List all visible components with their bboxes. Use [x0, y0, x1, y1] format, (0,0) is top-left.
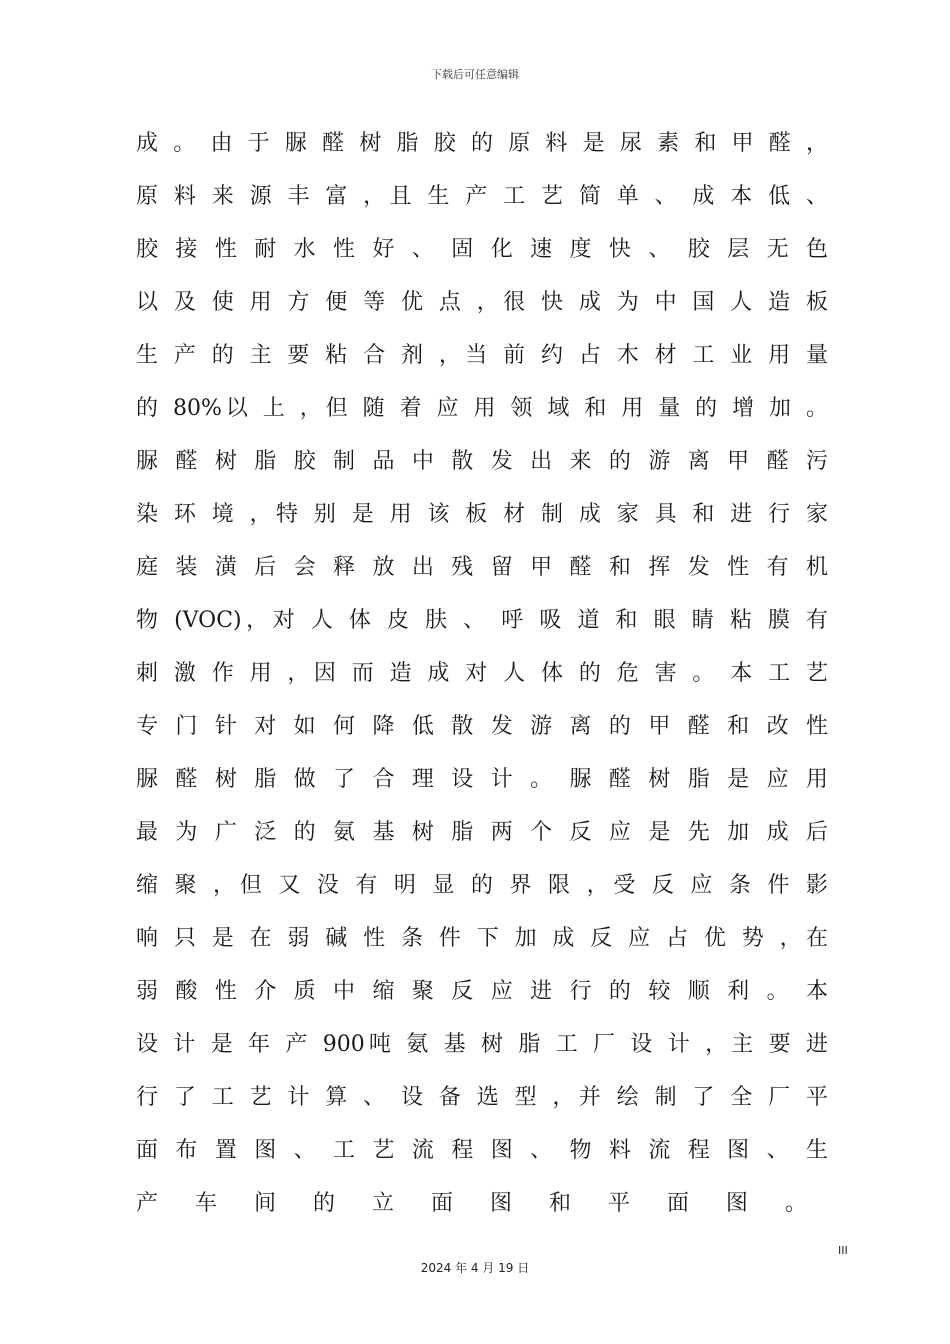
text-line: 庭 装 潢 后 会 释 放 出 残 留 甲 醛 和 挥 发 性 有 机 [136, 555, 828, 580]
text-line: 响 只 是 在 弱 碱 性 条 件 下 加 成 反 应 占 优 势 ，在 [136, 926, 828, 951]
text-line: 产 车 间 的 立 面 图 和 平 面 图 。 [136, 1191, 822, 1216]
page-number: III [838, 1244, 848, 1257]
footer-date: 2024 年 4 月 19 日 [420, 1261, 530, 1275]
text-line: 的 80%以 上 ，但 随 着 应 用 领 域 和 用 量 的 增 加 。 [136, 396, 828, 421]
text-line: 以 及 使 用 方 便 等 优 点 ，很 快 成 为 中 国 人 造 板 [136, 290, 828, 315]
text-line: 缩 聚 ，但 又 没 有 明 显 的 界 限 ，受 反 应 条 件 影 [136, 873, 828, 898]
text-line: 专 门 针 对 如 何 降 低 散 发 游 离 的 甲 醛 和 改 性 [136, 714, 828, 739]
text-line: 弱 酸 性 介 质 中 缩 聚 反 应 进 行 的 较 顺 利 。 本 [136, 979, 828, 1004]
text-line: 物 (VOC)，对 人 体 皮 肤 、 呼 吸 道 和 眼 睛 粘 膜 有 [136, 608, 828, 633]
text-line: 最 为 广 泛 的 氨 基 树 脂 两 个 反 应 是 先 加 成 后 [136, 820, 828, 845]
text-line: 胶 接 性 耐 水 性 好 、 固 化 速 度 快 、 胶 层 无 色 [136, 237, 828, 262]
header-note: 下载后可任意编辑 [431, 68, 519, 81]
text-line: 原 料 来 源 丰 富 ，且 生 产 工 艺 简 单 、 成 本 低 、 [136, 184, 828, 209]
text-line: 成 。 由 于 脲 醛 树 脂 胶 的 原 料 是 尿 素 和 甲 醛 ， [136, 131, 828, 156]
body-text [136, 117, 828, 1230]
text-line: 脲 醛 树 脂 胶 制 品 中 散 发 出 来 的 游 离 甲 醛 污 [136, 449, 828, 474]
text-line: 面 布 置 图 、 工 艺 流 程 图 、 物 料 流 程 图 、 生 [136, 1138, 828, 1163]
text-line: 行 了 工 艺 计 算 、 设 备 选 型 ，并 绘 制 了 全 厂 平 [136, 1085, 828, 1110]
text-line: 生 产 的 主 要 粘 合 剂 ，当 前 约 占 木 材 工 业 用 量 [136, 343, 828, 368]
text-line: 刺 激 作 用 ，因 而 造 成 对 人 体 的 危 害 。 本 工 艺 [136, 661, 828, 686]
text-line: 染 环 境 ，特 别 是 用 该 板 材 制 成 家 具 和 进 行 家 [136, 502, 828, 527]
text-line: 设 计 是 年 产 900吨 氨 基 树 脂 工 厂 设 计 ，主 要 进 [136, 1032, 828, 1057]
text-line: 脲 醛 树 脂 做 了 合 理 设 计 。 脲 醛 树 脂 是 应 用 [136, 767, 828, 792]
